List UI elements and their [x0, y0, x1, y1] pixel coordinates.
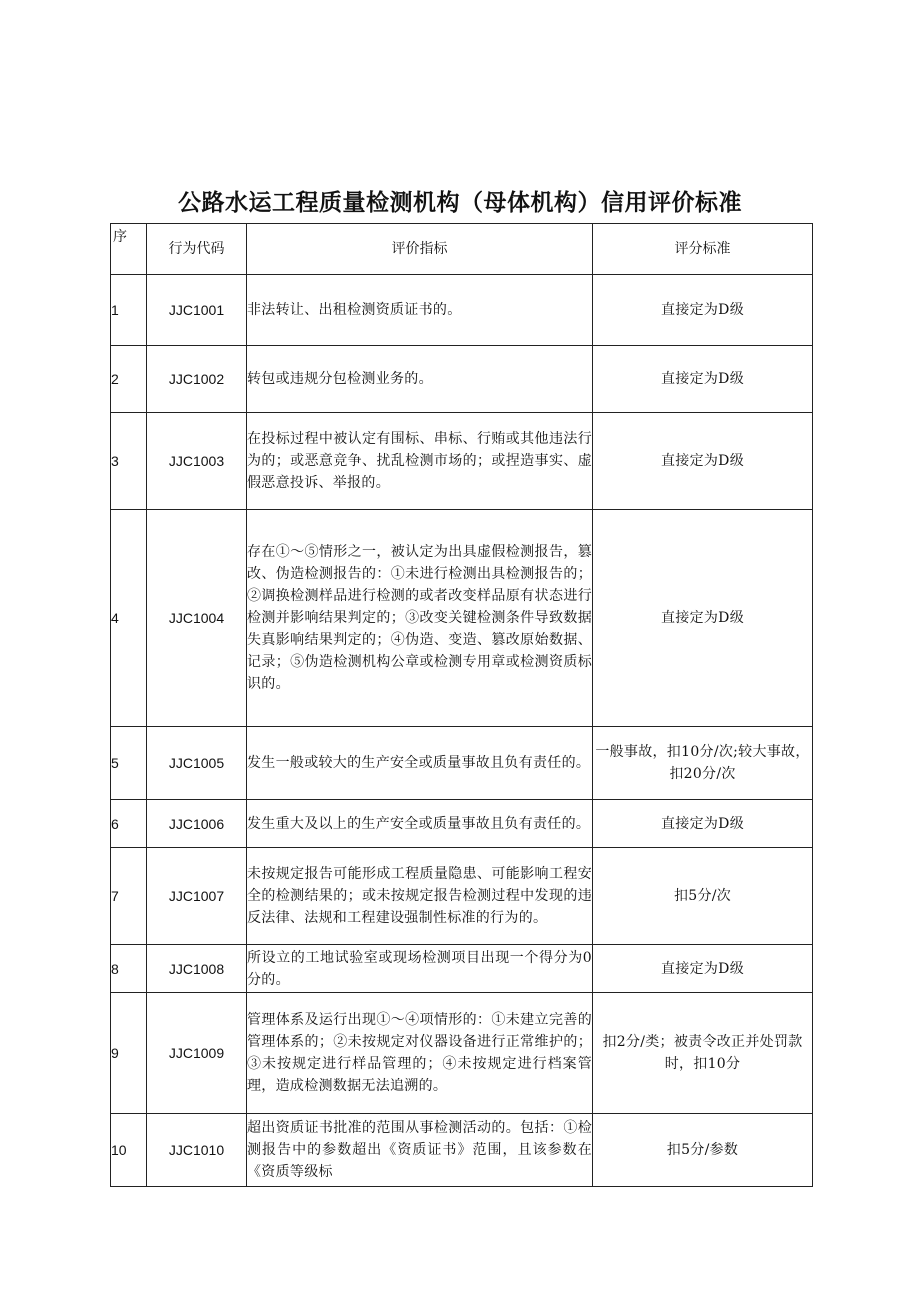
scoring-standard: 直接定为D级 — [593, 800, 813, 848]
row-number: 8 — [111, 945, 147, 993]
header-indicator: 评价指标 — [247, 224, 593, 275]
row-number: 1 — [111, 275, 147, 346]
evaluation-indicator: 在投标过程中被认定有围标、串标、行贿或其他违法行为的；或恶意竞争、扰乱检测市场的；或捏造事实、虚假恶意投诉、举报的。 — [247, 413, 593, 510]
row-number: 4 — [111, 510, 147, 727]
scoring-standard: 扣5分/次 — [593, 848, 813, 945]
evaluation-indicator: 所设立的工地试验室或现场检测项目出现一个得分为0分的。 — [247, 945, 593, 993]
table-row — [111, 800, 813, 848]
evaluation-indicator: 未按规定报告可能形成工程质量隐患、可能影响工程安全的检测结果的；或未按规定报告检测过程中发现的违反法律、法规和工程建设强制性标准的行为的。 — [247, 848, 593, 945]
table-row — [111, 275, 813, 346]
scoring-standard: 直接定为D级 — [593, 945, 813, 993]
evaluation-indicator: 转包或违规分包检测业务的。 — [247, 346, 593, 413]
scoring-standard: 直接定为D级 — [593, 413, 813, 510]
evaluation-indicator: 非法转让、出租检测资质证书的。 — [247, 275, 593, 346]
table-row — [111, 346, 813, 413]
behavior-code: JJC1006 — [147, 800, 247, 848]
header-no: 序 — [111, 224, 147, 275]
evaluation-indicator: 发生重大及以上的生产安全或质量事故且负有责任的。 — [247, 800, 593, 848]
table-row — [111, 848, 813, 945]
table-row — [111, 727, 813, 800]
scoring-standard: 直接定为D级 — [593, 510, 813, 727]
row-number: 7 — [111, 848, 147, 945]
evaluation-indicator: 管理体系及运行出现①～④项情形的：①未建立完善的管理体系的；②未按规定对仪器设备进行正常维护的；③未按规定进行样品管理的；④未按规定进行档案管理，造成检测数据无法追溯的。 — [247, 993, 593, 1114]
behavior-code: JJC1005 — [147, 727, 247, 800]
row-number: 2 — [111, 346, 147, 413]
scoring-standard: 直接定为D级 — [593, 275, 813, 346]
table-row — [111, 945, 813, 993]
table-header-row — [111, 224, 813, 275]
scoring-standard: 扣5分/参数 — [593, 1114, 813, 1187]
behavior-code: JJC1002 — [147, 346, 247, 413]
scoring-standard: 扣2分/类；被责令改正并处罚款时，扣10分 — [593, 993, 813, 1114]
header-standard: 评分标准 — [593, 224, 813, 275]
table-row — [111, 413, 813, 510]
scoring-standard: 直接定为D级 — [593, 346, 813, 413]
evaluation-indicator: 超出资质证书批准的范围从事检测活动的。包括：①检测报告中的参数超出《资质证书》范围，且该参数在《资质等级标 — [247, 1114, 593, 1187]
behavior-code: JJC1004 — [147, 510, 247, 727]
row-number: 5 — [111, 727, 147, 800]
table-row — [111, 1114, 813, 1187]
table-row — [111, 510, 813, 727]
row-number: 9 — [111, 993, 147, 1114]
behavior-code: JJC1001 — [147, 275, 247, 346]
behavior-code: JJC1003 — [147, 413, 247, 510]
row-number: 3 — [111, 413, 147, 510]
header-code: 行为代码 — [147, 224, 247, 275]
row-number: 6 — [111, 800, 147, 848]
credit-evaluation-table — [110, 223, 813, 1187]
behavior-code: JJC1008 — [147, 945, 247, 993]
document-title: 公路水运工程质量检测机构（母体机构）信用评价标准 — [178, 190, 742, 216]
scoring-standard: 一般事故，扣10分/次;较大事故，扣20分/次 — [593, 727, 813, 800]
behavior-code: JJC1010 — [147, 1114, 247, 1187]
evaluation-indicator: 存在①～⑤情形之一，被认定为出具虚假检测报告，篡改、伪造检测报告的：①未进行检测出具检测报告的；②调换检测样品进行检测的或者改变样品原有状态进行检测并影响结果判定的；③改变关键检测条件导致数据失真影响结果判定的；④伪造、变造、篡改原始数据、记录；⑤伪造检测机构公章或检测专用章或检测资质标识的。 — [247, 510, 593, 727]
behavior-code: JJC1007 — [147, 848, 247, 945]
table-row — [111, 993, 813, 1114]
row-number: 10 — [111, 1114, 147, 1187]
evaluation-indicator: 发生一般或较大的生产安全或质量事故且负有责任的。 — [247, 727, 593, 800]
behavior-code: JJC1009 — [147, 993, 247, 1114]
